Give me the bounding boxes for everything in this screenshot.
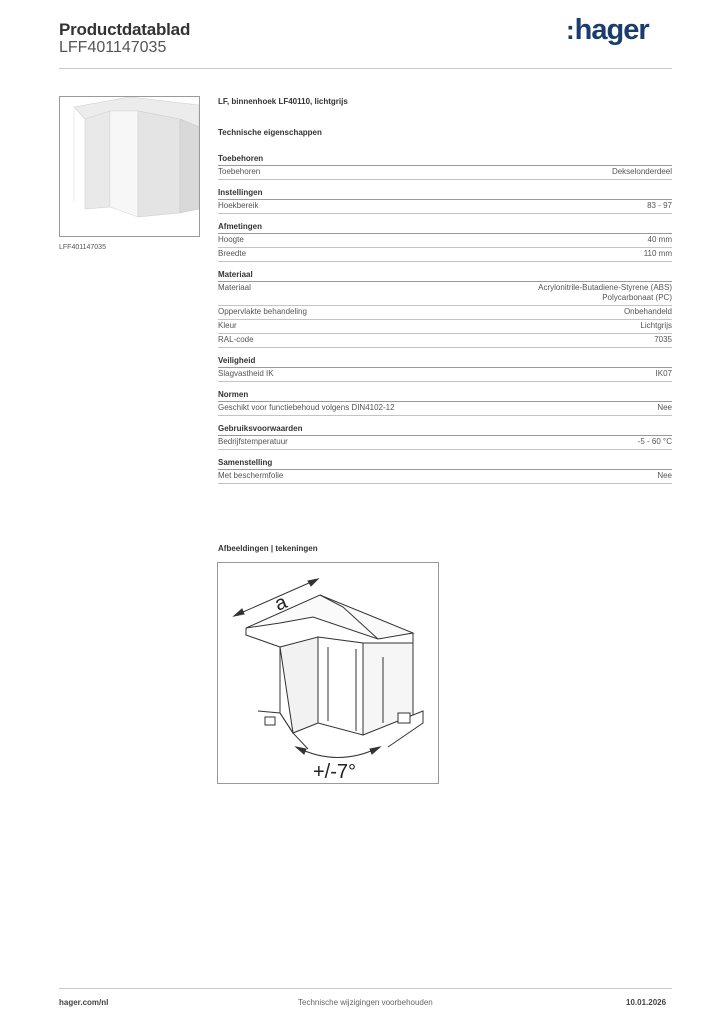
section-title: Technische eigenschappen xyxy=(218,128,322,137)
group-heading: Gebruiksvoorwaarden xyxy=(218,424,672,436)
spec-row xyxy=(218,470,672,484)
spec-label: Oppervlakte behandeling xyxy=(218,307,307,316)
spec-value: Nee xyxy=(657,403,672,412)
spec-label: Met beschermfolie xyxy=(218,471,284,480)
spec-row xyxy=(218,402,672,416)
group-heading: Samenstelling xyxy=(218,458,672,470)
spec-label: Breedte xyxy=(218,249,247,258)
spec-label: Hoekbereik xyxy=(218,201,259,210)
spec-row xyxy=(218,282,672,306)
spec-label: Geschikt voor functiebehoud volgens DIN4102-12 xyxy=(218,403,395,412)
product-thumbnail xyxy=(59,96,200,237)
footer-divider xyxy=(59,988,672,989)
group-heading: Materiaal xyxy=(218,270,672,282)
spec-value-line: Polycarbonaat (PC) xyxy=(602,293,672,302)
group-heading: Toebehoren xyxy=(218,154,672,166)
angle-label: +/-7° xyxy=(313,761,357,783)
spec-group-materiaal xyxy=(218,270,672,348)
page-title: Productdatablad xyxy=(59,20,191,39)
spec-label: Hoogte xyxy=(218,235,244,244)
spec-label: RAL-code xyxy=(218,335,254,344)
spec-label: Materiaal xyxy=(218,283,251,292)
spec-group-normen xyxy=(218,390,672,416)
spec-label: Kleur xyxy=(218,321,237,330)
product-code: LFF401147035 xyxy=(59,39,167,56)
spec-section xyxy=(218,97,672,492)
spec-value: IK07 xyxy=(655,369,672,378)
spec-group-afmetingen xyxy=(218,222,672,262)
spec-value: Dekselonderdeel xyxy=(611,167,672,176)
spec-value: 40 mm xyxy=(647,235,672,244)
spec-label: Bedrijfstemperatuur xyxy=(218,437,288,446)
header-divider xyxy=(59,68,672,69)
spec-value xyxy=(538,283,672,303)
spec-value: 83 - 97 xyxy=(647,201,672,210)
group-heading: Veiligheid xyxy=(218,356,672,368)
thumbnail-caption: LFF401147035 xyxy=(59,244,106,251)
spec-label: Toebehoren xyxy=(218,167,261,176)
spec-value: 110 mm xyxy=(643,249,672,258)
group-heading: Afmetingen xyxy=(218,222,672,234)
spec-row xyxy=(218,200,672,214)
group-heading: Instellingen xyxy=(218,188,672,200)
hager-logo: :hager xyxy=(566,14,649,46)
footer-website-link[interactable]: hager.com/nl xyxy=(59,998,109,1007)
spec-group-toebehoren xyxy=(218,154,672,180)
spec-row xyxy=(218,334,672,348)
spec-group-gebruiksvoorwaarden xyxy=(218,424,672,450)
spec-row xyxy=(218,306,672,320)
spec-row xyxy=(218,320,672,334)
spec-value: 7035 xyxy=(654,335,672,344)
group-heading: Normen xyxy=(218,390,672,402)
images-heading: Afbeeldingen | tekeningen xyxy=(218,544,318,553)
dimension-label: a xyxy=(271,591,291,616)
spec-value: Onbehandeld xyxy=(623,307,672,316)
spec-value: Lichtgrijs xyxy=(640,321,672,330)
spec-row xyxy=(218,166,672,180)
spec-group-samenstelling xyxy=(218,458,672,484)
technical-drawing xyxy=(217,562,439,784)
product-title: LF, binnenhoek LF40110, lichtgrijs xyxy=(218,97,348,106)
spec-row xyxy=(218,436,672,450)
spec-value-line: Acrylonitrile-Butadiene-Styrene (ABS) xyxy=(538,283,672,292)
footer-disclaimer: Technische wijzigingen voorbehouden xyxy=(298,998,433,1007)
spec-value: -5 - 60 °C xyxy=(637,437,672,446)
spec-row xyxy=(218,234,672,248)
footer-date: 10.01.2026 xyxy=(626,998,667,1007)
spec-group-instellingen xyxy=(218,188,672,214)
spec-label: Slagvastheid IK xyxy=(218,369,274,378)
logo-text: hager xyxy=(574,14,649,46)
spec-row xyxy=(218,248,672,262)
spec-row xyxy=(218,368,672,382)
spec-group-veiligheid xyxy=(218,356,672,382)
spec-value: Nee xyxy=(657,471,672,480)
